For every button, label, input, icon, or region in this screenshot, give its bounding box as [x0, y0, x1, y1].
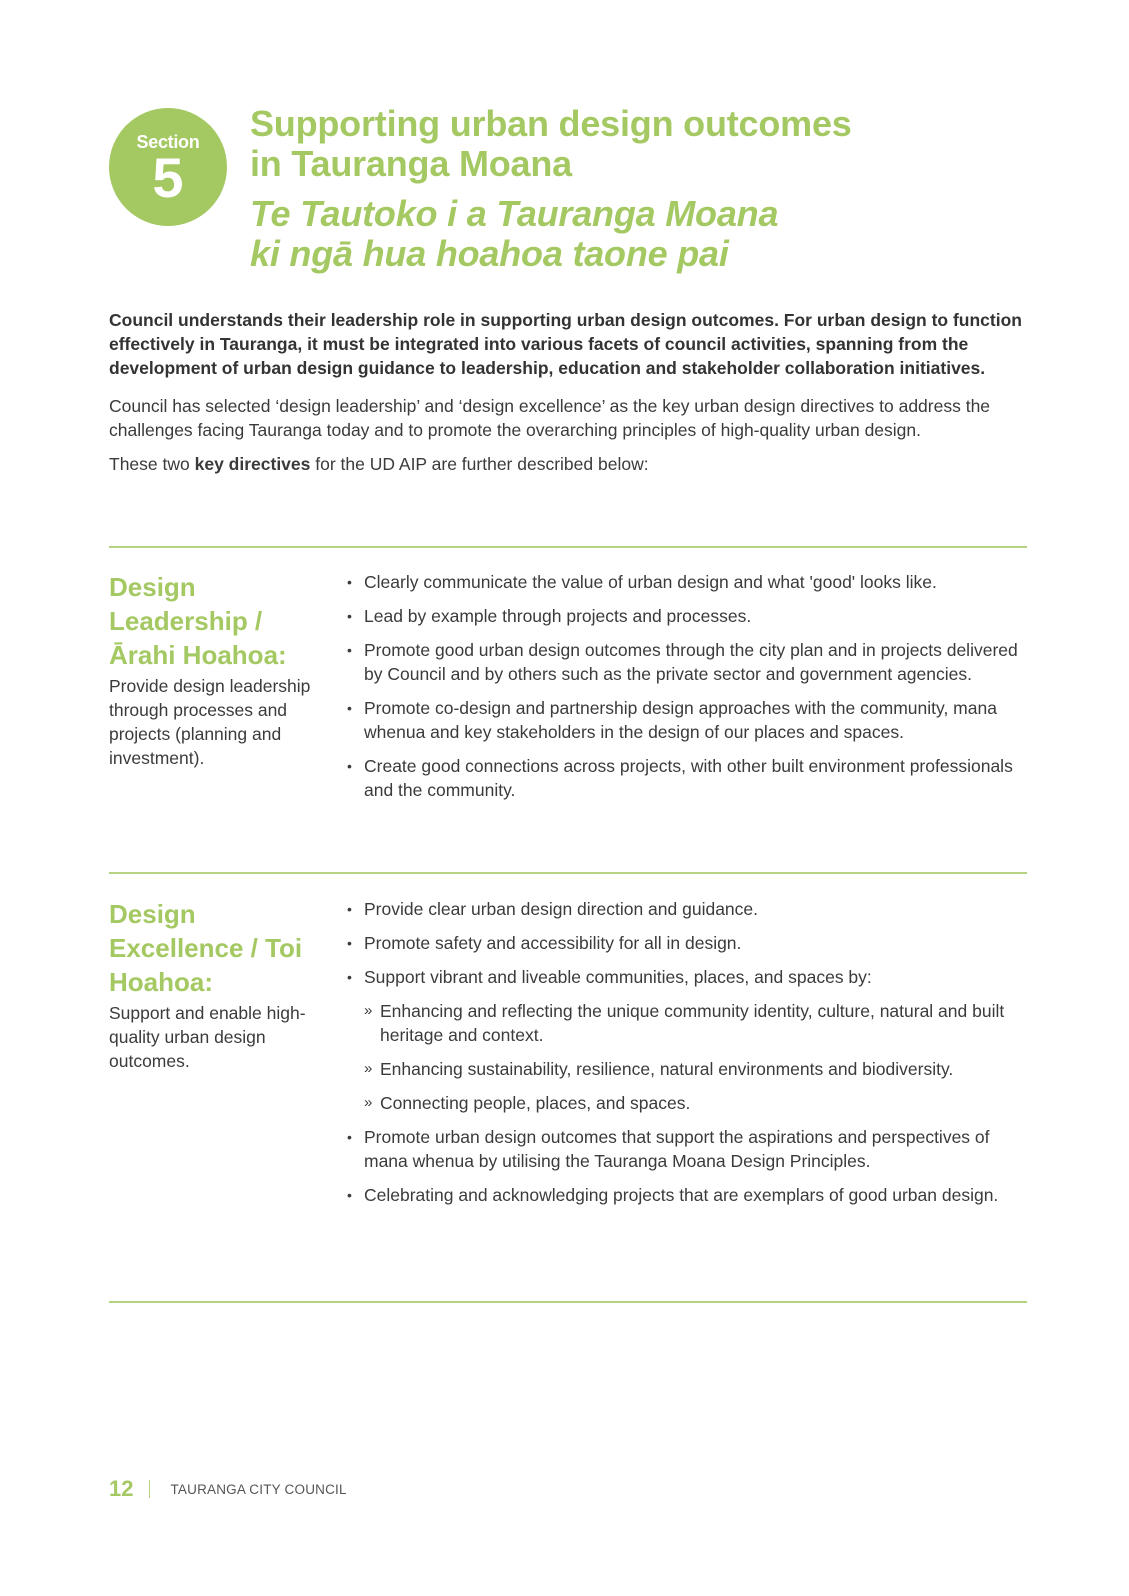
sub-list-item: » Enhancing and reflecting the unique community identity, culture, natural and built heritage and context.: [347, 999, 1027, 1047]
section-badge: [109, 108, 227, 226]
footer-separator: [149, 1480, 150, 1498]
heading-line: Excellence / Toi: [109, 933, 303, 963]
list-item: • Promote urban design outcomes that support the aspirations and perspectives of mana whenua by utilising the Tauranga Moana Design Principles.: [347, 1125, 1027, 1173]
sub-list-item: » Connecting people, places, and spaces.: [347, 1091, 1027, 1115]
list-item: • Promote good urban design outcomes through the city plan and in projects delivered by Council and by others such as the private sector and government agencies.: [347, 638, 1027, 686]
intro-text: [109, 308, 1029, 486]
title-english-line1: Supporting urban design outcomes: [250, 103, 852, 144]
heading-line: Ārahi Hoahoa:: [109, 640, 287, 670]
list-item: • Promote safety and accessibility for all in design.: [347, 931, 1027, 955]
title-english: [250, 104, 1070, 184]
list-item: • Support vibrant and liveable communities, places, and spaces by:: [347, 965, 1027, 989]
page-title: [250, 104, 1070, 274]
page-footer: [109, 1474, 347, 1504]
list-item: • Clearly communicate the value of urban design and what 'good' looks like.: [347, 570, 1027, 594]
section-number: 5: [152, 146, 184, 209]
directive-excellence-list: [347, 897, 1027, 1217]
directive-leadership-description: Provide design leadership through processes and projects (planning and investment).: [109, 676, 311, 768]
intro-paragraph-3-post: for the UD AIP are further described below:: [310, 454, 649, 474]
list-item: • Celebrating and acknowledging projects that are exemplars of good urban design.: [347, 1183, 1027, 1207]
divider-top: [109, 546, 1027, 548]
heading-line: Design: [109, 572, 196, 602]
directive-excellence-heading: [109, 897, 324, 999]
intro-key-directives: key directives: [194, 454, 311, 474]
list-item: • Provide clear urban design direction and guidance.: [347, 897, 1027, 921]
bullet-list: [347, 897, 1027, 1207]
directive-leadership-heading: [109, 570, 324, 672]
divider-middle: [109, 872, 1027, 874]
title-maori: [250, 194, 1070, 274]
heading-line: Hoahoa:: [109, 967, 213, 997]
list-item: • Promote co-design and partnership design approaches with the community, mana whenua and key stakeholders in the design of our places and spaces.: [347, 696, 1027, 744]
intro-paragraph-2: Council has selected ‘design leadership’ and ‘design excellence’ as the key urban design directives to address the challenges facing Tauranga today and to promote the overarching principles of high-quality urban design.: [109, 396, 991, 440]
footer-organisation: TAURANGA CITY COUNCIL: [170, 1481, 347, 1497]
bullet-list: [347, 570, 1027, 802]
directive-leadership-summary: [109, 570, 324, 770]
title-maori-line2: ki ngā hua hoahoa taone pai: [250, 233, 729, 274]
list-item: • Create good connections across projects, with other built environment professionals and the community.: [347, 754, 1027, 802]
directive-leadership-list: [347, 570, 1027, 812]
intro-bold-paragraph: Council understands their leadership role in supporting urban design outcomes. For urban design to function effectively in Tauranga, it must be integrated into various facets of council activities, spanning from the development of urban design guidance to leadership, education and stakeholder collaboration initiatives.: [109, 310, 1022, 378]
page-number: 12: [109, 1476, 134, 1501]
title-english-line2: in Tauranga Moana: [250, 143, 572, 184]
heading-line: Design: [109, 899, 196, 929]
divider-bottom: [109, 1301, 1027, 1303]
list-item: • Lead by example through projects and processes.: [347, 604, 1027, 628]
section-label: Section: [136, 132, 200, 152]
intro-paragraph-3-pre: These two: [109, 454, 195, 474]
intro-paragraph-3: [109, 452, 1029, 476]
title-maori-line1: Te Tautoko i a Tauranga Moana: [250, 193, 779, 234]
directive-excellence-summary: [109, 897, 324, 1073]
sub-list-item: » Enhancing sustainability, resilience, natural environments and biodiversity.: [347, 1057, 1027, 1081]
directive-excellence-description: Support and enable high-quality urban design outcomes.: [109, 1003, 306, 1071]
heading-line: Leadership /: [109, 606, 263, 636]
